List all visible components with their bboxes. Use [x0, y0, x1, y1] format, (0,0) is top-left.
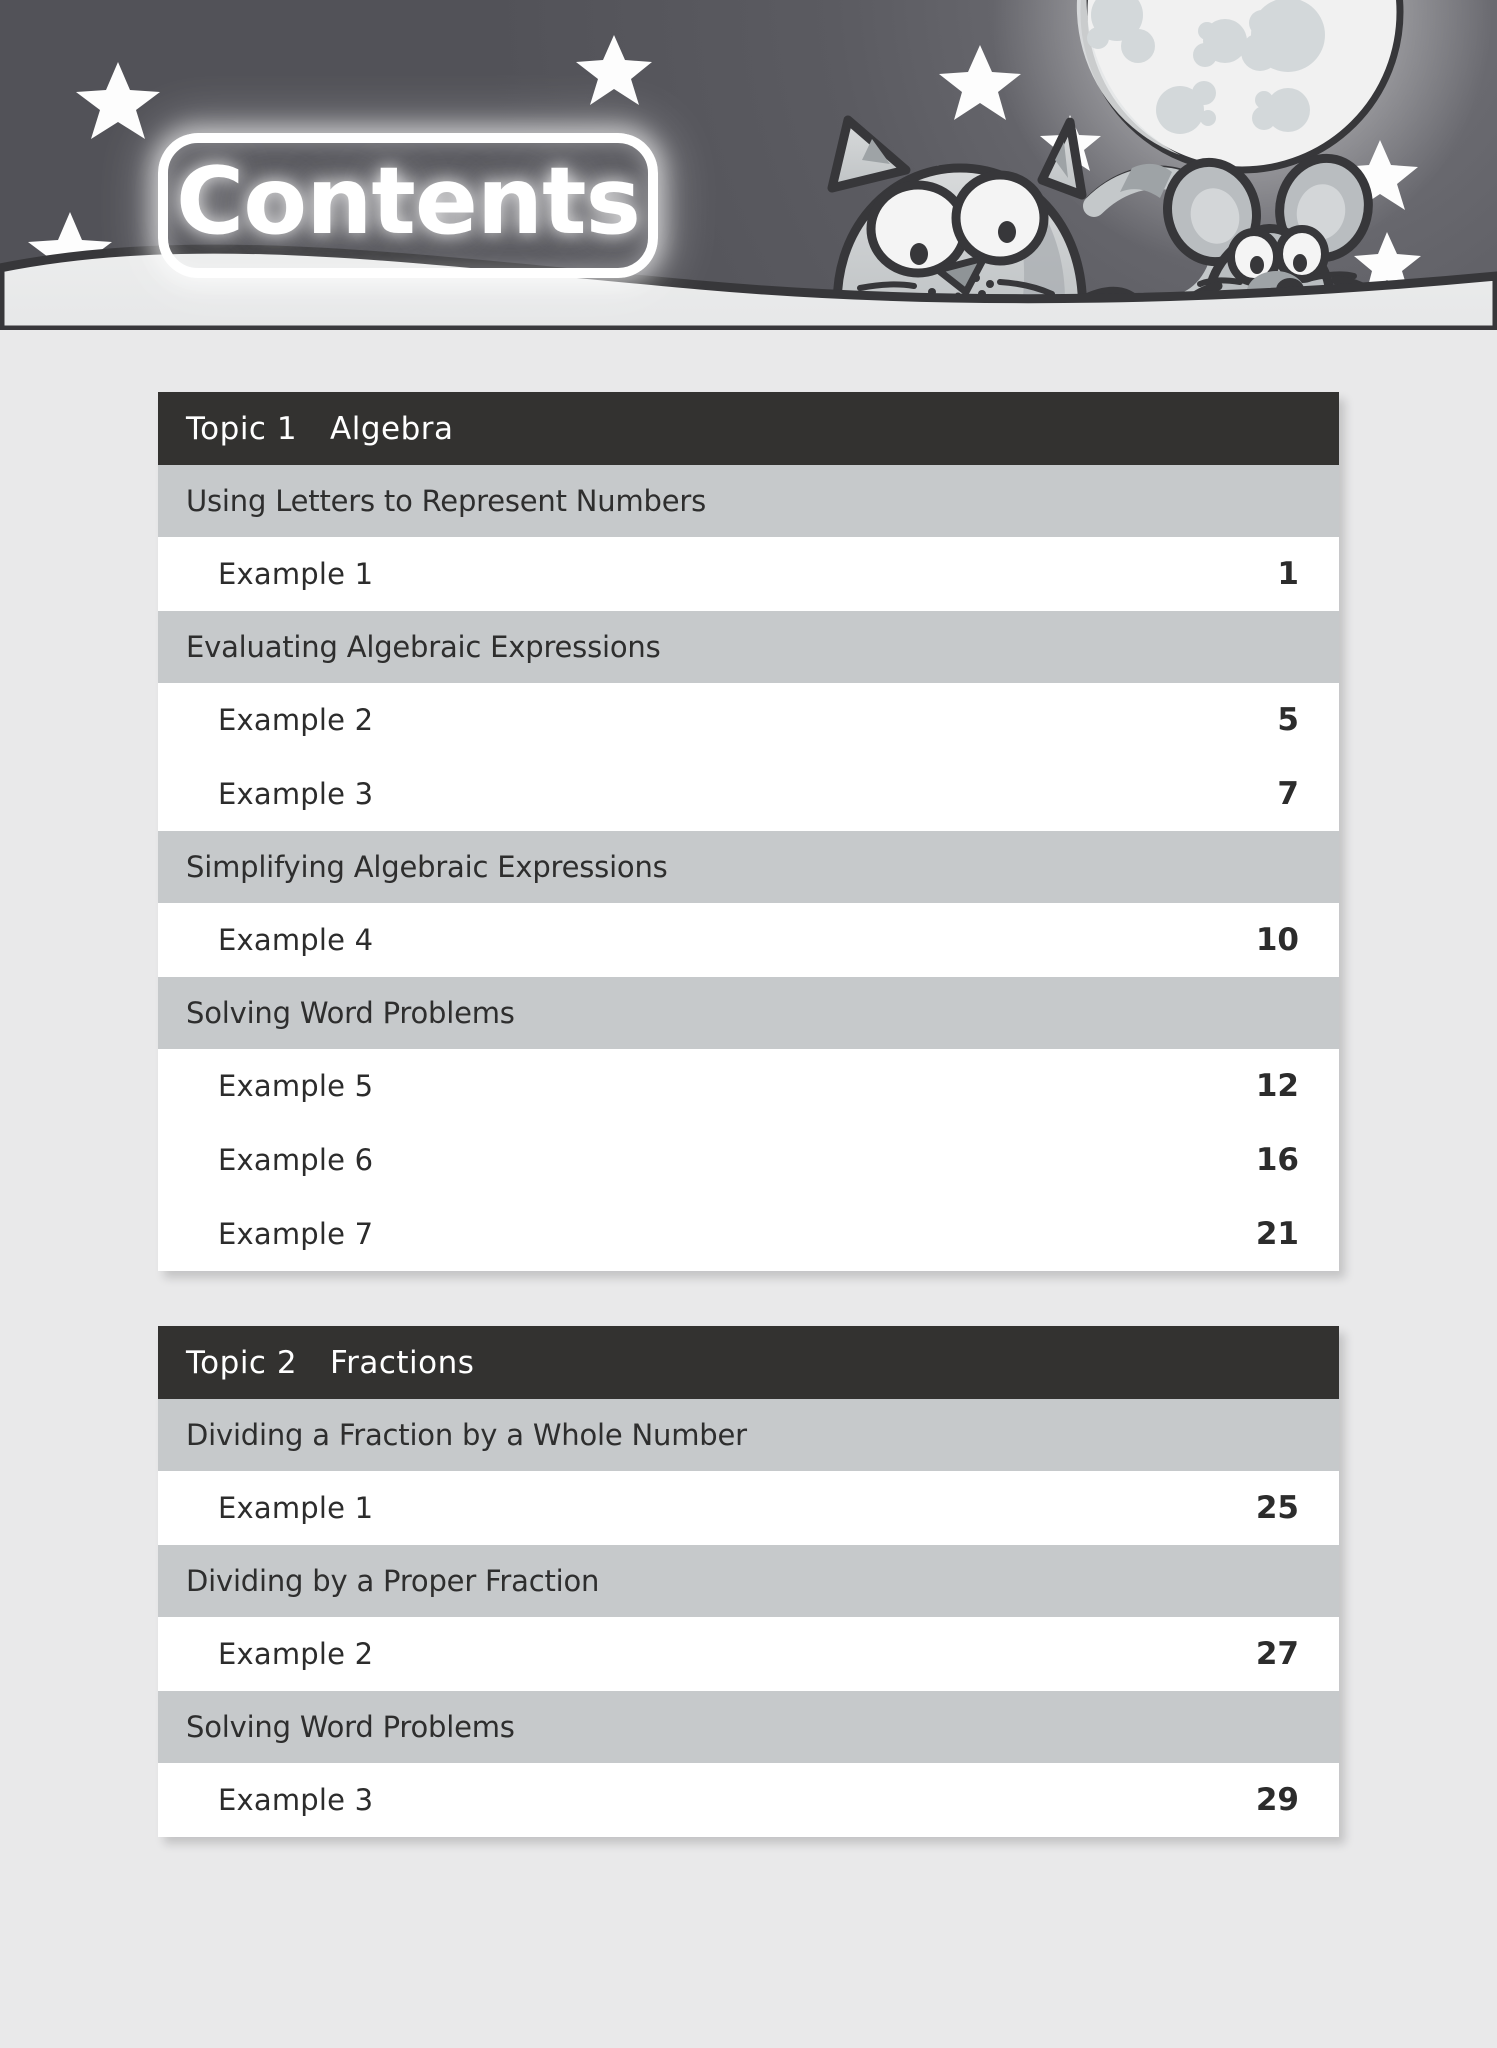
topic-number: Topic 1 — [186, 410, 298, 447]
page-title: Contents — [176, 147, 640, 255]
topic-title: Algebra — [330, 410, 454, 447]
example-label: Example 4 — [218, 923, 374, 957]
example-row[interactable] — [158, 537, 1339, 611]
example-row[interactable] — [158, 683, 1339, 757]
star-icon — [576, 35, 652, 105]
example-group — [158, 1763, 1339, 1837]
example-row[interactable] — [158, 757, 1339, 831]
example-group — [158, 1471, 1339, 1545]
section-row: Evaluating Algebraic Expressions — [158, 611, 1339, 683]
topic-number: Topic 2 — [186, 1344, 298, 1381]
topic-card — [158, 1326, 1339, 1837]
example-group — [158, 683, 1339, 831]
example-label: Example 6 — [218, 1143, 374, 1177]
example-page-number: 1 — [1277, 556, 1299, 592]
example-page-number: 27 — [1255, 1636, 1299, 1672]
example-page-number: 12 — [1255, 1068, 1299, 1104]
example-label: Example 5 — [218, 1069, 374, 1103]
example-group — [158, 903, 1339, 977]
example-label: Example 2 — [218, 703, 374, 737]
example-page-number: 29 — [1255, 1782, 1299, 1818]
example-row[interactable] — [158, 903, 1339, 977]
example-row[interactable] — [158, 1471, 1339, 1545]
example-group — [158, 1049, 1339, 1271]
section-row: Dividing a Fraction by a Whole Number — [158, 1399, 1339, 1471]
section-row: Dividing by a Proper Fraction — [158, 1545, 1339, 1617]
example-row[interactable] — [158, 1197, 1339, 1271]
example-label: Example 1 — [218, 557, 374, 591]
section-row: Using Letters to Represent Numbers — [158, 465, 1339, 537]
topic-title: Fractions — [330, 1344, 475, 1381]
example-group — [158, 537, 1339, 611]
example-label: Example 7 — [218, 1217, 374, 1251]
example-page-number: 21 — [1255, 1216, 1299, 1252]
example-row[interactable] — [158, 1123, 1339, 1197]
example-page-number: 16 — [1255, 1142, 1299, 1178]
example-row[interactable] — [158, 1617, 1339, 1691]
example-page-number: 25 — [1255, 1490, 1299, 1526]
example-row[interactable] — [158, 1049, 1339, 1123]
topic-card — [158, 392, 1339, 1271]
table-of-contents — [158, 392, 1339, 1892]
section-row: Solving Word Problems — [158, 977, 1339, 1049]
example-label: Example 3 — [218, 777, 374, 811]
example-label: Example 1 — [218, 1491, 374, 1525]
section-row: Simplifying Algebraic Expressions — [158, 831, 1339, 903]
example-label: Example 2 — [218, 1637, 374, 1671]
example-group — [158, 1617, 1339, 1691]
topic-header — [158, 1326, 1339, 1399]
section-row: Solving Word Problems — [158, 1691, 1339, 1763]
example-page-number: 10 — [1255, 922, 1299, 958]
example-page-number: 5 — [1277, 702, 1299, 738]
example-row[interactable] — [158, 1763, 1339, 1837]
contents-sign — [158, 133, 658, 278]
topic-header — [158, 392, 1339, 465]
example-label: Example 3 — [218, 1783, 374, 1817]
star-icon — [76, 62, 160, 139]
example-page-number: 7 — [1277, 776, 1299, 812]
